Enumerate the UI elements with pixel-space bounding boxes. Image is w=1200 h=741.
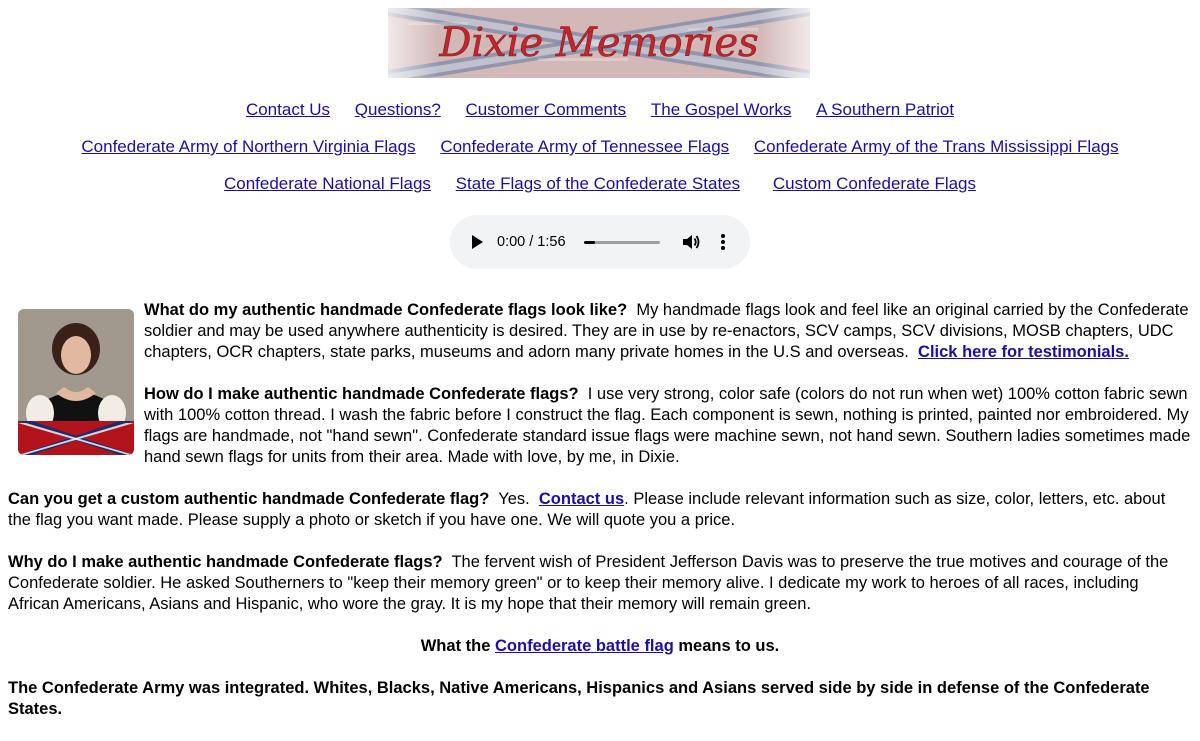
nav-national-flags[interactable]: Confederate National Flags <box>223 174 431 193</box>
faq-look-like-heading: What do my authentic handmade Confederate flags look like? <box>144 301 628 319</box>
more-options-icon[interactable] <box>720 233 726 251</box>
nav-state-flags[interactable]: State Flags of the Confederate States <box>455 174 741 193</box>
nav-southern-patriot[interactable]: A Southern Patriot <box>816 100 955 119</box>
nav-contact-us[interactable]: Contact Us <box>245 100 331 119</box>
nav-row-army-flags <box>0 136 1200 157</box>
audio-player <box>450 215 750 269</box>
nav-gospel-works[interactable]: The Gospel Works <box>650 100 792 119</box>
nav-army-tennessee[interactable]: Confederate Army of Tennessee Flags <box>440 137 730 156</box>
dixie-memories-logo[interactable] <box>388 8 810 78</box>
audio-seek-bar[interactable] <box>584 241 660 244</box>
nav-row-primary <box>0 99 1200 120</box>
main-content <box>8 300 1192 741</box>
testimonials-link[interactable]: Click here for testimonials. <box>918 343 1129 361</box>
faq-why-heading: Why do I make authentic handmade Confederate flags? <box>8 553 443 571</box>
volume-icon[interactable] <box>682 233 700 251</box>
faq-custom-body-after: . Please include relevant information such as size, color, letters, etc. about the flag you want made. Please supply a photo or sketch if you have one. We will quote you a price. <box>8 490 1166 529</box>
audio-time: 0:00 / 1:56 <box>497 234 566 250</box>
nav-customer-comments[interactable]: Customer Comments <box>465 100 627 119</box>
faq-custom-heading: Can you get a custom authentic handmade Confederate flag? <box>8 490 490 508</box>
audio-seek-fill <box>584 241 595 244</box>
faq-how-make-body: I use very strong, color safe (colors do not run when wet) 100% cotton fabric sewn with 100% cotton thread. I wash the fabric before I construct the flag. Each component is sewn, nothing is printed, painted nor embroidered. My flags are handmade, not "hand sewn". Confederate standard issue flags were machine sewn, not hand sewn. Southern ladies sometimes made hand sewn flags for units from their area. Made with love, by me, in Dixie. <box>144 385 1191 466</box>
nav-army-trans-mississippi[interactable]: Confederate Army of the Trans Mississippi Flags <box>753 137 1119 156</box>
faq-why <box>8 552 1192 615</box>
site-header <box>0 0 1200 82</box>
portrait-photo <box>18 309 134 455</box>
play-icon[interactable] <box>472 235 483 249</box>
battle-flag-meaning <box>8 636 1192 657</box>
faq-look-like <box>8 300 1192 363</box>
nav-army-northern-virginia[interactable]: Confederate Army of Northern Virginia Flags <box>81 137 416 156</box>
faq-custom <box>8 489 1192 531</box>
nav-row-national-flags <box>0 173 1200 194</box>
faq-why-body: The fervent wish of President Jefferson Davis was to preserve the true motives and courage of the Confederate soldier. He asked Southerners to "keep their memory green" or to keep their memory alive. I dedicate my work to heroes of all races, including African Americans, Asians and Hispanic, who wore the gray. It is my hope that their memory will remain green. <box>8 553 1169 613</box>
faq-custom-body-before: Yes. <box>498 490 530 508</box>
nav-custom-flags[interactable]: Custom Confederate Flags <box>772 174 977 193</box>
faq-how-make <box>8 384 1192 468</box>
army-integrated-statement <box>8 678 1192 720</box>
nav-questions[interactable]: Questions? <box>354 100 441 119</box>
meaning-before: What the <box>420 637 491 655</box>
battle-flag-link[interactable]: Confederate battle flag <box>495 637 674 655</box>
faq-how-make-heading: How do I make authentic handmade Confederate flags? <box>144 385 579 403</box>
faq-look-like-body: My handmade flags look and feel like an original carried by the Confederate soldier and may be used anywhere authenticity is desired. They are in use by re-enactors, SCV camps, SCV divisions, MOSB chapters, UDC chapters, OCR chapters, state parks, museums and adorn many private homes in the U.S and overseas. <box>144 301 1189 361</box>
contact-us-inline-link[interactable]: Contact us <box>538 490 625 508</box>
army-integrated-text: The Confederate Army was integrated. Whites, Blacks, Native Americans, Hispanics and Asians served side by side in defense of the Confederate States. <box>8 679 1150 718</box>
logo-text: Dixie Memories <box>439 20 759 66</box>
meaning-after: means to us. <box>678 637 780 655</box>
